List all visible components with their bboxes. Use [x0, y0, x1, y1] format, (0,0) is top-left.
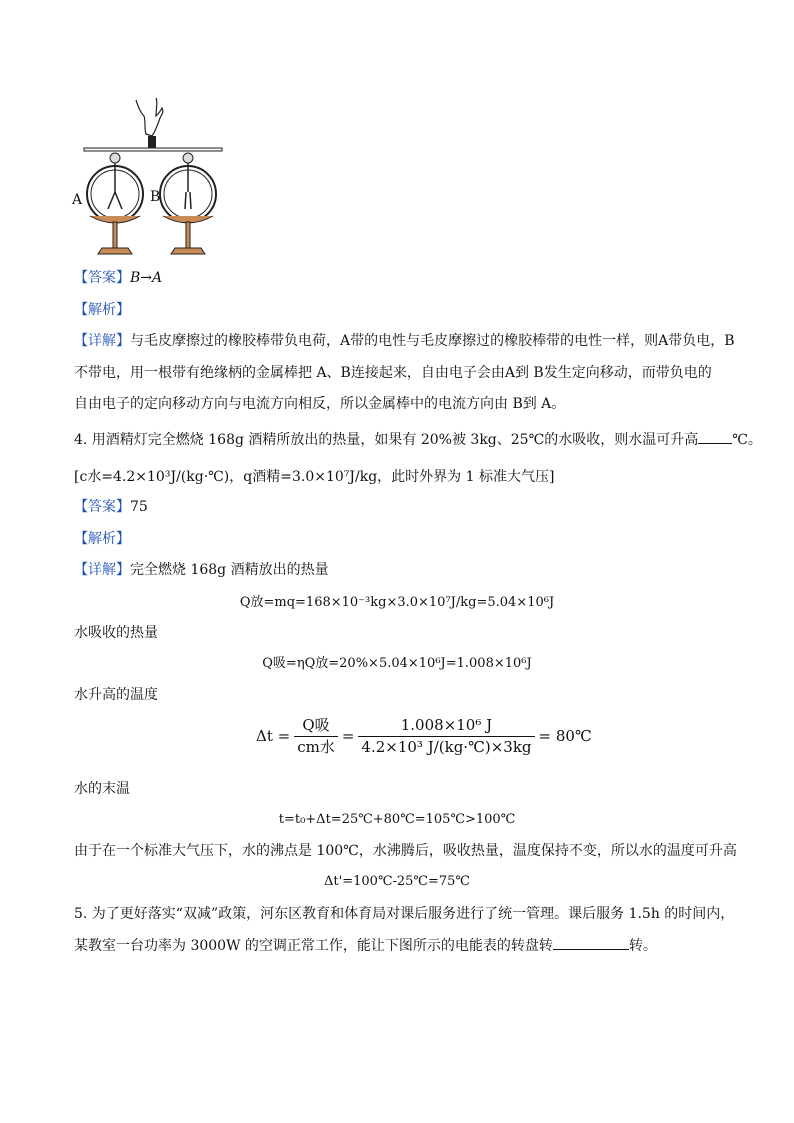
rod-grip: [148, 136, 156, 148]
equation-heat-released: Q放=mq=168×10⁻³kg×3.0×10⁷J/kg=5.04×10⁶J: [239, 595, 555, 610]
q4-stem-text: 4. 用酒精灯完全燃烧 168g 酒精所放出的热量，如果有 20%被 3kg、25℃的水吸收，则水温可升高: [74, 432, 699, 448]
q5-stem-line-1: 5. 为了更好落实“双减”政策，河东区教育和体育局对课后服务进行了统一管理。课后服务 1.5h 的时间内，: [74, 906, 735, 922]
final-temp-label: 水的末温: [74, 781, 130, 797]
hand-illustration: [136, 98, 163, 136]
fraction-2-numerator: 1.008×10⁶ J: [358, 718, 534, 737]
q3-detail-line-3: 自由电子的定向移动方向与电流方向相反，所以金属棒中的电流方向由 B到 A。: [74, 396, 566, 412]
q3-analysis-tag: 【解析】: [74, 302, 130, 318]
q4-detail-intro: [74, 563, 329, 577]
q3-detail-line-1: [74, 334, 735, 348]
metal-rod: [84, 148, 222, 151]
heat-absorbed-label: 水吸收的热量: [74, 625, 158, 641]
q4-stem-unit: ℃。: [732, 432, 762, 448]
electroscope-figure: [68, 96, 228, 258]
answer-tag: 【答案】: [74, 270, 130, 286]
equation-heat-absorbed: Q吸=ηQ放=20%×5.04×10⁶J=1.008×10⁶J: [262, 656, 532, 671]
q5-stem-line-2: [74, 939, 657, 953]
temp-rise-label: 水升高的温度: [74, 687, 158, 703]
equation-temp-increase: Δt'=100℃-25℃=75℃: [324, 874, 470, 889]
q4-answer-line: [74, 500, 148, 514]
answer-value: 75: [130, 499, 148, 515]
detail-text: 完全燃烧 168g 酒精放出的热量: [130, 562, 329, 578]
label-b: B: [150, 189, 161, 205]
fraction-2: [358, 718, 534, 755]
q4-stem-line-2: [c水=4.2×10³J/(kg·℃)，q酒精=3.0×10⁷J/kg，此时外界为 1 标准大气压]: [74, 469, 555, 485]
boiling-point-text: 由于在一个标准大气压下，水的沸点是 100℃，水沸腾后，吸收热量，温度保持不变，所以水的温度可升高: [74, 843, 737, 859]
q3-answer-line: [74, 271, 162, 285]
q4-analysis-tag: 【解析】: [74, 531, 130, 547]
fraction-2-denominator: 4.2×10³ J/(kg·℃)×3kg: [361, 738, 532, 756]
label-a: A: [72, 192, 83, 208]
detail-tag: 【详解】: [74, 562, 130, 578]
answer-blank: [698, 443, 732, 444]
answer-value: B→A: [130, 270, 163, 286]
eq-lhs: Δt =: [256, 727, 291, 745]
equation-final-temp: t=t₀+Δt=25℃+80℃=105℃>100℃: [278, 812, 516, 827]
detail-text: 与毛皮摩擦过的橡胶棒带负电荷，A带的电性与毛皮摩擦过的橡胶棒带的电性一样，则A带负电，B: [130, 333, 735, 349]
electroscope-a: [87, 153, 143, 254]
q3-detail-line-2: 不带电，用一根带有绝缘柄的金属棒把 A、B连接起来，自由电子会由A到 B发生定向移动，而带负电的: [74, 365, 712, 381]
q5-stem-text: 某教室一台功率为 3000W 的空调正常工作，能让下图所示的电能表的转盘转: [74, 938, 553, 954]
fraction-1-denominator: cm水: [297, 738, 335, 756]
fraction-1-numerator: Q吸: [294, 718, 338, 737]
electroscope-b: [160, 153, 216, 254]
fraction-1: [294, 718, 338, 755]
answer-blank: [553, 949, 629, 950]
answer-tag: 【答案】: [74, 499, 130, 515]
detail-tag: 【详解】: [74, 333, 130, 349]
q5-stem-unit: 转。: [628, 938, 657, 954]
eq-sign: =: [341, 727, 355, 745]
equation-temp-rise: [256, 718, 592, 755]
q4-stem-line-1: [74, 433, 762, 447]
eq-rhs: = 80℃: [538, 727, 592, 745]
